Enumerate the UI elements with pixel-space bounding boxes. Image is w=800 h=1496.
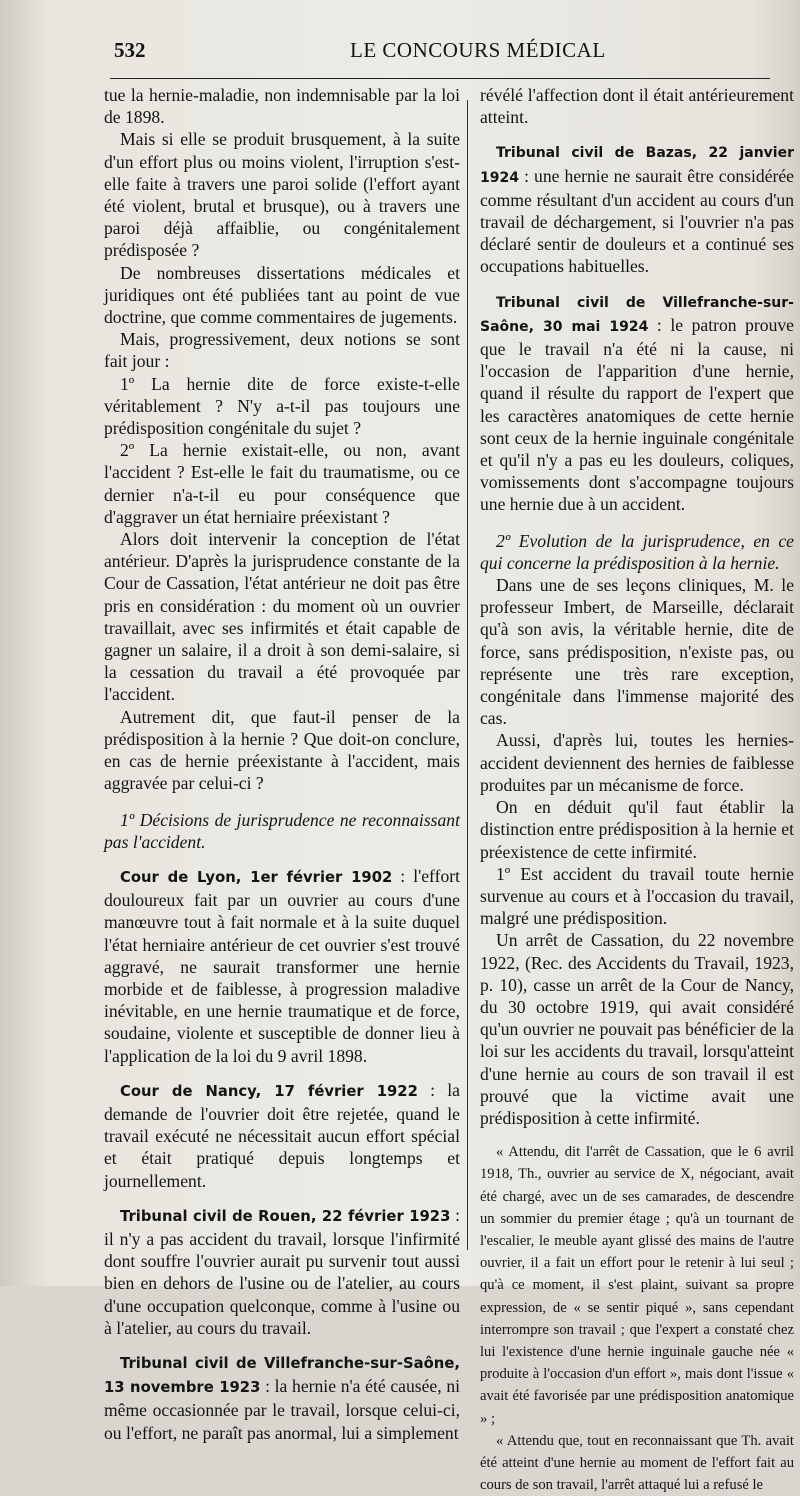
page-number: 532 [114, 38, 146, 62]
case-entry [104, 865, 460, 1067]
paragraph: 1º Est accident du travail toute hernie survenue au cours et à l'occasion du travail, malgré une prédisposition. [480, 863, 794, 929]
case-text: : le patron prouve que le travail n'a été ni la cause, ni l'occasion de l'apparition d'une hernie, quand il résulte du rapport de l'expert que les caractères anatomiques de cette hernie sont ceux de la hernie inguinale congénitale et qu'il n'y a pas eu les douleurs, coliques, vomissements dont s'accompagne toujours une hernie due à un accident. [480, 314, 794, 515]
case-text: : la hernie n'a été causée, ni même occasionnée par le travail, lorsque celui-ci, ou l'effort, ne paraît pas anormal, lui a simplement [104, 1376, 460, 1443]
case-court: Tribunal civil de Villefranche-sur-Saône, 13 novembre 1923 [104, 1354, 460, 1397]
case-text: : la demande de l'ouvrier doit être rejetée, quand le travail exécuté ne nécessitait aucun effort spécial et était pratiqué depuis longtemps et journellement. [104, 1079, 460, 1191]
paragraph: 2º La hernie existait-elle, ou non, avant l'accident ? Est-elle le fait du traumatisme, ou ce dernier n'a-t-il eu pour conséquence que d'aggraver un état herniaire préexistant ? [104, 440, 460, 527]
journal-title: LE CONCOURS MÉDICAL [350, 38, 606, 62]
paragraph: révélé l'affection dont il était antérieurement atteint. [480, 85, 794, 128]
case-entry [104, 1351, 460, 1444]
column-divider [467, 100, 468, 1250]
page-header [110, 38, 770, 79]
case-entry [480, 290, 794, 516]
paragraph: On en déduit qu'il faut établir la distinction entre prédisposition à la hernie et préexistence de cette infirmité. [480, 797, 794, 862]
paragraph: tue la hernie-maladie, non indemnisable par la loi de 1898. [104, 85, 460, 128]
paragraph: Aussi, d'après lui, toutes les hernies-accident deviennent des hernies de faiblesse produites par un mécanisme de force. [480, 730, 794, 795]
paragraph: Mais si elle se produit brusquement, à la suite d'un effort plus ou moins violent, l'irruption s'est-elle faite à travers une paroi solide (l'effort ayant été violent, brutal et brusque), ou à travers une paroi déjà affaiblie, ou congénitalement prédisposée ? [104, 129, 460, 261]
right-column [480, 84, 794, 1496]
case-text: : une hernie ne saurait être considérée comme résultant d'un accident au cours d'un travail de déchargement, si l'ouvrier n'a pas déclaré sentir de douleurs et a continué ses occupations habituelles. [480, 165, 794, 277]
case-court: Cour de Lyon, 1er février 1902 [120, 868, 393, 886]
case-text: : l'effort douloureux fait par un ouvrier au cours d'une manœuvre tout à fait normale et à la suite duquel l'état herniaire antérieur de cet ouvrier s'est trouvé aggravé, ne saurait transformer une hernie morbide et de faiblesse, à progression maladive inévitable, en une hernie traumatique et de force, soudaine, violente et susceptible de donner lieu à l'application de la loi du 9 avril 1898. [104, 865, 461, 1066]
case-court: Tribunal civil de Villefranche-sur-Saône, 30 mai 1924 [480, 294, 794, 335]
quotation: « Attendu, dit l'arrêt de Cassation, que le 6 avril 1918, Th., ouvrier au service de X, négociant, avait été chargé, avec un de ses camarades, de descendre un sommier du premier étage ; qu'à un tournant de l'escalier, le meuble ayant glissé des mains de l'autre ouvrier, il a fait un effort pour le retenir à lui seul ; qu'à ce moment, il s'est plaint, suivant sa propre expression, de « se sentir piqué », sans cependant interrompre son travail ; que l'expert a constaté chez lui l'existence d'une hernie inguinale gauche née « produite à l'occasion d'un effort », mais dont l'issue « avait été favorisée par une prédisposition anatomique » ; [480, 1144, 794, 1427]
paragraph: 1º La hernie dite de force existe-t-elle véritablement ? N'y a-t-il pas toujours une prédisposition congénitale du sujet ? [104, 373, 460, 439]
case-entry [480, 140, 794, 277]
paragraph: Autrement dit, que faut-il penser de la prédisposition à la hernie ? Que doit-on conclure, en cas de hernie préexistante à l'accident, mais aggravée par celui-ci ? [104, 706, 460, 794]
case-entry [104, 1079, 460, 1192]
section-heading: 2º Evolution de la jurisprudence, en ce qui concerne la prédisposition à la hernie. [480, 530, 794, 573]
case-court: Tribunal civil de Rouen, 22 février 1923 [120, 1207, 451, 1225]
paragraph: De nombreuses dissertations médicales et juridiques ont été publiées tant au point de vue doctrine, que comme commentaires de jugements. [104, 262, 460, 328]
paragraph: Alors doit intervenir la conception de l'état antérieur. D'après la jurisprudence constante de la Cour de Cassation, l'état antérieur ne doit pas être pris en considération : du moment où un ouvrier travaillait, avec ses infirmités et était capable de gagner un salaire, il a droit à son demi-salaire, si la cessation du travail a été provoquée par l'accident. [104, 529, 460, 705]
section-heading: 1º Décisions de jurisprudence ne reconnaissant pas l'accident. [104, 809, 460, 852]
paragraph: Dans une de ses leçons cliniques, M. le professeur Imbert, de Marseille, déclarait qu'à son avis, la véritable hernie, dite de force, sans prédisposition, n'existe pas, ou représente une très rare exception, congénitale dans l'immense majorité des cas. [480, 575, 794, 729]
paragraph: Un arrêt de Cassation, du 22 novembre 1922, (Rec. des Accidents du Travail, 1923, p. 10), casse un arrêt de la Cour de Nancy, du 30 octobre 1919, qui avait considéré qu'un ouvrier ne pouvait pas bénéficier de la loi sur les accidents du travail, lorsqu'atteint d'une hernie au cours de son travail il est prouvé que la victime avait une prédisposition à cette infirmité. [480, 930, 794, 1128]
case-court: Tribunal civil de Bazas, 22 janvier 1924 [480, 145, 794, 186]
case-court: Cour de Nancy, 17 février 1922 [120, 1082, 418, 1100]
quotation: « Attendu que, tout en reconnaissant que Th. avait été atteint d'une hernie au moment de l'effort fait au cours de son travail, l'arrêt attaqué lui a refusé le [480, 1432, 794, 1494]
left-column [104, 84, 460, 1444]
paragraph: Mais, progressivement, deux notions se sont fait jour : [104, 329, 460, 372]
case-text: : il n'y a pas accident du travail, lorsque l'infirmité dont souffre l'ouvrier aurait pu survenir tout aussi bien en dehors de l'usine ou de l'atelier, au cours d'une occupation quelconque, comme à l'usine ou à l'atelier, au cours du travail. [104, 1204, 460, 1338]
case-entry [104, 1204, 460, 1339]
